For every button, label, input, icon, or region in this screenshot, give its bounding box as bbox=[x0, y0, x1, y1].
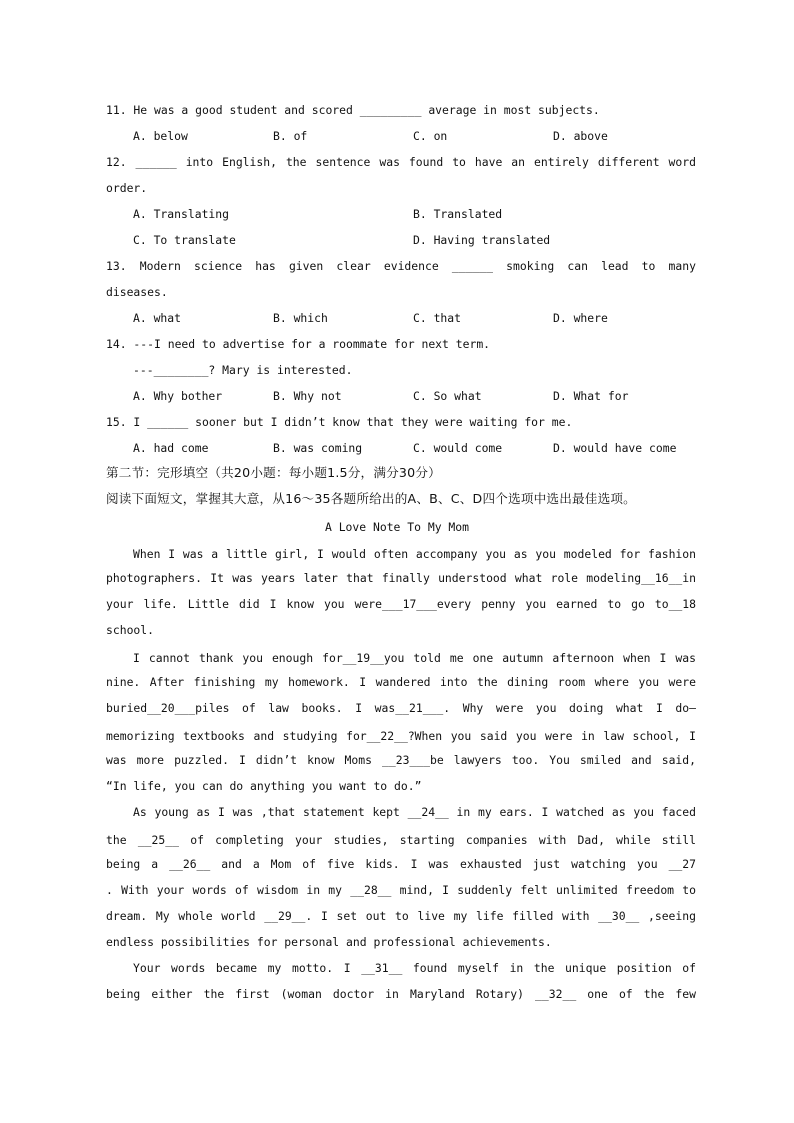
question-12-stem-cont: order. bbox=[106, 181, 148, 195]
section-heading: 第二节：完形填空（共20小题：每小题1.5分，满分30分） bbox=[106, 465, 441, 480]
question-12-stem: 12. ______ into English, the sentence was found to have an entirely different word bbox=[106, 155, 696, 169]
q11-option-a: A. below bbox=[133, 129, 188, 143]
q12-option-b: B. Translated bbox=[413, 207, 503, 221]
passage-line: school. bbox=[106, 623, 155, 637]
q12-option-d: D. Having translated bbox=[413, 233, 551, 247]
q15-option-a: A. had come bbox=[133, 441, 209, 455]
q15-option-c: C. would come bbox=[413, 441, 503, 455]
q14-option-c: C. So what bbox=[413, 389, 482, 403]
passage-line: photographers. It was years later that finally understood what role modeling__16__in bbox=[106, 571, 696, 585]
section-instruction: 阅读下面短文，掌握其大意，从16～35各题所给出的A、B、C、D四个选项中选出最佳选项。 bbox=[106, 491, 636, 506]
passage-line: buried__20___piles of law books. I was__21___. Why were you doing what I do— bbox=[106, 701, 696, 715]
passage-line: memorizing textbooks and studying for__22__?When you said you were in law school, I bbox=[106, 729, 696, 743]
q13-option-d: D. where bbox=[553, 311, 608, 325]
passage-line: Your words became my motto. I __31__ found myself in the unique position of bbox=[133, 961, 696, 975]
q12-option-c: C. To translate bbox=[133, 233, 236, 247]
question-13-stem-cont: diseases. bbox=[106, 285, 168, 299]
passage-line: being a __26__ and a Mom of five kids. I was exhausted just watching you __27 bbox=[106, 857, 696, 871]
question-13-stem: 13. Modern science has given clear evidence ______ smoking can lead to many bbox=[106, 259, 696, 273]
q13-option-c: C. that bbox=[413, 311, 462, 325]
question-15-stem: 15. I ______ sooner but I didn’t know that they were waiting for me. bbox=[106, 415, 573, 429]
passage-line: “In life, you can do anything you want to do.” bbox=[106, 779, 422, 793]
q15-option-b: B. was coming bbox=[273, 441, 363, 455]
question-11-stem: 11. He was a good student and scored _________ average in most subjects. bbox=[106, 103, 600, 117]
q11-option-c: C. on bbox=[413, 129, 448, 143]
passage-line: When I was a little girl, I would often accompany you as you modeled for fashion bbox=[133, 547, 696, 561]
q12-option-a: A. Translating bbox=[133, 207, 230, 221]
passage-line: your life. Little did I know you were___17___every penny you earned to go to__18 bbox=[106, 597, 696, 611]
q14-option-a: A. Why bother bbox=[133, 389, 223, 403]
passage-line: nine. After finishing my homework. I wandered into the dining room where you were bbox=[106, 675, 696, 689]
passage-line: As young as I was ,that statement kept __24__ in my ears. I watched as you faced bbox=[133, 805, 696, 819]
q13-option-a: A. what bbox=[133, 311, 182, 325]
q15-option-d: D. would have come bbox=[553, 441, 677, 455]
passage-line: dream. My whole world __29__. I set out to live my life filled with __30__ ,seeing bbox=[106, 909, 696, 923]
q11-option-d: D. above bbox=[553, 129, 608, 143]
passage-line: endless possibilities for personal and professional achievements. bbox=[106, 935, 552, 949]
question-14-stem-cont: ---________? Mary is interested. bbox=[133, 363, 353, 377]
q14-option-d: D. What for bbox=[553, 389, 629, 403]
passage-title: A Love Note To My Mom bbox=[324, 520, 469, 534]
q14-option-b: B. Why not bbox=[273, 389, 342, 403]
passage-line: was more puzzled. I didn’t know Moms __23___be lawyers too. You smiled and said, bbox=[106, 753, 696, 767]
passage-line: I cannot thank you enough for__19__you told me one autumn afternoon when I was bbox=[133, 651, 696, 665]
q13-option-b: B. which bbox=[273, 311, 328, 325]
passage-line: the __25__ of completing your studies, starting companies with Dad, while still bbox=[106, 833, 696, 847]
passage-line: . With your words of wisdom in my __28__ mind, I suddenly felt unlimited freedom to bbox=[106, 883, 696, 897]
question-14-stem: 14. ---I need to advertise for a roommate for next term. bbox=[106, 337, 491, 351]
q11-option-b: B. of bbox=[273, 129, 308, 143]
passage-line: being either the first (woman doctor in Maryland Rotary) __32__ one of the few bbox=[106, 987, 696, 1001]
